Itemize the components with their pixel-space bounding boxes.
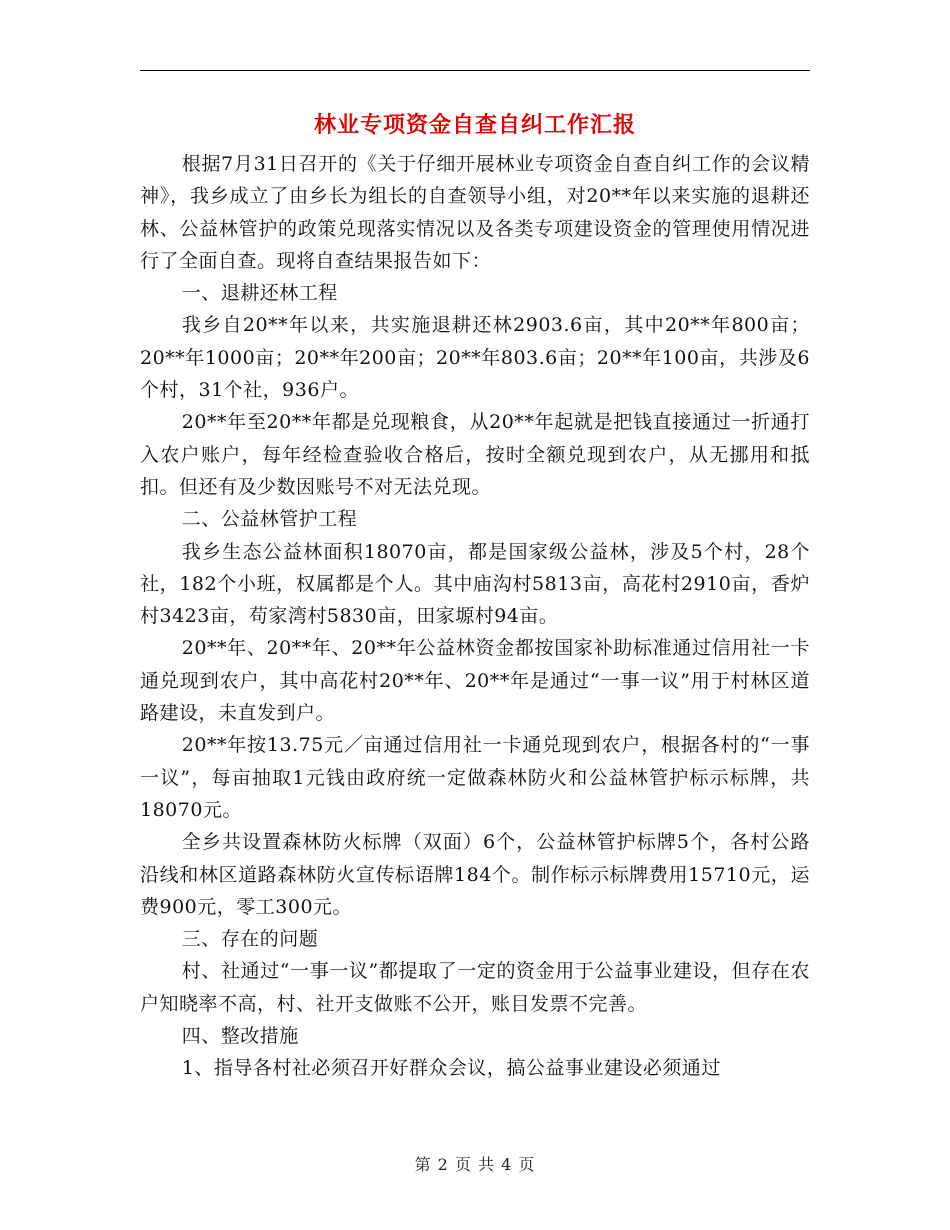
header-rule bbox=[140, 70, 810, 71]
document-body bbox=[140, 148, 810, 1085]
paragraph: 20**年、20**年、20**年公益林资金都按国家补助标准通过信用社一卡通兑现到农户，其中高花村20**年、20**年是通过“一事一议”用于村林区道路建设，未直发到户。 bbox=[140, 637, 810, 725]
section-heading-2: 二、公益林管护工程 bbox=[181, 508, 358, 531]
paragraph: 全乡共设置森林防火标牌（双面）6个，公益林管护标牌5个，各村公路沿线和林区道路森林防火宣传标语牌184个。制作标示标牌费用15710元，运费900元，零工300元。 bbox=[140, 831, 810, 918]
paragraph-intro: 根据7月31日召开的《关于仔细开展林业专项资金自查自纠工作的会议精神》，我乡成立了由乡长为组长的自查领导小组，对20**年以来实施的退耕还林、公益林管护的政策兑现落实情况以及各类专项建设资金的管理使用情况进行了全面自查。现将自查结果报告如下： bbox=[140, 153, 810, 272]
paragraph: 1、指导各村社必须召开好群众会议，搞公益事业建设必须通过 bbox=[181, 1057, 721, 1080]
page-number-footer: 第 2 页 共 4 页 bbox=[414, 1155, 536, 1174]
document-title: 林业专项资金自查自纠工作汇报 bbox=[313, 112, 636, 138]
section-heading-4: 四、整改措施 bbox=[181, 1025, 299, 1048]
section-heading-1: 一、退耕还林工程 bbox=[181, 282, 338, 305]
paragraph: 我乡自20**年以来，共实施退耕还林2903.6亩，其中20**年800亩；20**年1000亩；20**年200亩；20**年803.6亩；20**年100亩，共涉及6个村，31个社，936户。 bbox=[140, 314, 810, 402]
paragraph: 20**年至20**年都是兑现粮食，从20**年起就是把钱直接通过一折通打入农户账户，每年经检查验收合格后，按时全额兑现到农户，从无挪用和抵扣。但还有及少数因账号不对无法兑现。 bbox=[140, 411, 810, 498]
section-heading-3: 三、存在的问题 bbox=[181, 928, 319, 951]
paragraph: 村、社通过“一事一议”都提取了一定的资金用于公益事业建设，但存在农户知晓率不高，村、社开支做账不公开，账目发票不完善。 bbox=[140, 960, 810, 1015]
paragraph: 我乡生态公益林面积18070亩，都是国家级公益林，涉及5个村，28个社，182个小班，权属都是个人。其中庙沟村5813亩，高花村2910亩，香炉村3423亩，苟家湾村5830亩，田家塬村94亩。 bbox=[140, 540, 810, 628]
paragraph: 20**年按13.75元／亩通过信用社一卡通兑现到农户，根据各村的“一事一议”，每亩抽取1元钱由政府统一定做森林防火和公益林管护标示标牌，共18070元。 bbox=[140, 734, 810, 821]
